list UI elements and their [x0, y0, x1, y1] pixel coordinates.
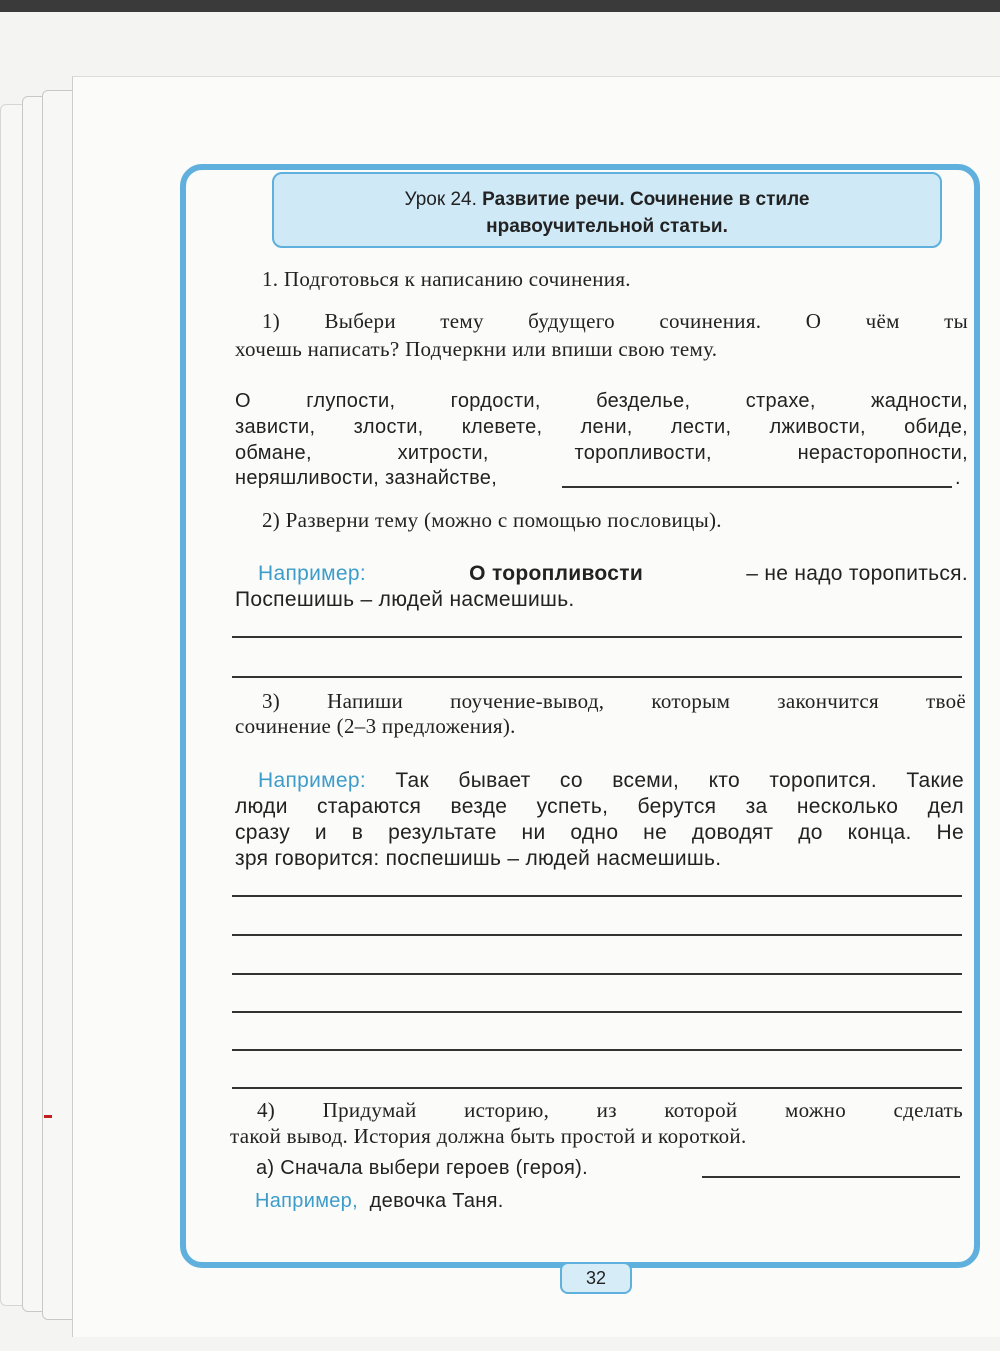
answer-line[interactable]: [232, 636, 962, 638]
example2-line1: [258, 560, 968, 587]
example2-line2: Поспешишь – людей насмешишь.: [235, 588, 575, 611]
example2-label: Например:: [258, 562, 366, 585]
example4: [255, 1188, 855, 1215]
topics-line4: неряшливости, зазнайстве,: [235, 467, 498, 489]
example4-text: девочка Таня.: [369, 1190, 504, 1212]
example3-label: Например:: [258, 769, 366, 792]
lesson-title-line1: Развитие речи. Сочинение в стиле: [482, 189, 810, 210]
step3-line2: сочинение (2–3 предложения).: [235, 714, 516, 738]
example2-bold: О торопливости: [469, 562, 644, 585]
topics-line3: обмане, хитрости, торопливости, нерасторопности,: [235, 442, 968, 464]
topic-period: .: [955, 467, 961, 489]
step1-line2: хочешь написать? Подчеркни или впиши свою тему.: [235, 337, 718, 361]
answer-line[interactable]: [232, 1087, 962, 1089]
example3-line1: [258, 767, 964, 794]
example3-line2: люди стараются везде успеть, берутся за несколько дел: [235, 795, 964, 818]
topic-answer-line[interactable]: [562, 486, 952, 488]
lesson-title-line2: нравоучительной статьи.: [486, 216, 728, 237]
hero-answer-line[interactable]: [702, 1176, 960, 1178]
example4-label: Например,: [255, 1190, 358, 1212]
step3-line1: 3) Напиши поучение-вывод, которым закончится твоё: [262, 689, 966, 713]
step4-line2: такой вывод. История должна быть простой и короткой.: [230, 1124, 747, 1148]
example3-text1: Так бывает со всеми, кто торопится. Такие: [395, 769, 964, 792]
margin-mark: [44, 1115, 52, 1118]
lesson-number: Урок 24.: [404, 189, 477, 210]
step1-line1: 1) Выбери тему будущего сочинения. О чём ты: [262, 309, 968, 333]
page-number: 32: [560, 1262, 632, 1294]
topics-line2: зависти, злости, клевете, лени, лести, лживости, обиде,: [235, 416, 968, 438]
task-heading: 1. Подготовься к написанию сочинения.: [262, 267, 631, 291]
answer-line[interactable]: [232, 895, 962, 897]
answer-line[interactable]: [232, 1011, 962, 1013]
example2-rest: – не надо торопиться.: [746, 562, 968, 585]
lesson-title-box: [272, 172, 942, 248]
topics-line1: О глупости, гордости, безделье, страхе, жадности,: [235, 390, 968, 412]
answer-line[interactable]: [232, 676, 962, 678]
answer-line[interactable]: [232, 973, 962, 975]
example3-line4: зря говорится: поспешишь – людей насмешишь.: [235, 847, 722, 870]
example3-line3: сразу и в результате ни одно не доводят до конца. Не: [235, 821, 964, 844]
scan-top-edge: [0, 0, 1000, 12]
step4-line1: 4) Придумай историю, из которой можно сделать: [257, 1098, 963, 1122]
step4a: а) Сначала выбери героев (героя).: [256, 1157, 588, 1179]
answer-line[interactable]: [232, 1049, 962, 1051]
step2: 2) Разверни тему (можно с помощью пословицы).: [262, 508, 722, 532]
answer-line[interactable]: [232, 934, 962, 936]
